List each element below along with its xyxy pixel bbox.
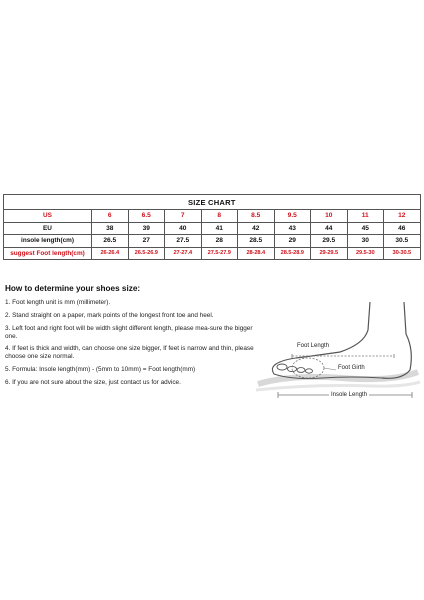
size-chart-cell: 44 xyxy=(311,222,348,235)
size-chart-cell: 45 xyxy=(347,222,384,235)
size-chart xyxy=(3,194,420,260)
size-chart-title: SIZE CHART xyxy=(4,195,421,210)
size-chart-cell: 26.5 xyxy=(92,235,129,248)
size-chart-cell: 41 xyxy=(201,222,238,235)
tip-4: 4. If feet is thick and width, can choose one size bigger, If feet is narrow and thin, please choose one size normal. xyxy=(5,345,254,361)
size-chart-row-label: insole length(cm) xyxy=(4,235,92,248)
size-chart-cell: 26-26.4 xyxy=(92,247,129,260)
tip-2: 2. Stand straight on a paper, mark points of the longest front toe and heel. xyxy=(5,311,214,319)
foot-girth-label: Foot Girth xyxy=(338,365,365,371)
size-chart-cell: 28 xyxy=(201,235,238,248)
tip-5: 5. Formula: Insole length(mm) - (5mm to 10mm) = Foot length(mm) xyxy=(5,366,196,374)
size-chart-cell: 6.5 xyxy=(128,210,165,223)
size-chart-cell: 8.5 xyxy=(238,210,275,223)
size-chart-table xyxy=(3,194,421,260)
how-to-title: How to determine your shoes size: xyxy=(5,284,141,293)
size-chart-cell: 12 xyxy=(384,210,421,223)
size-chart-cell: 6 xyxy=(92,210,129,223)
size-chart-row-label: EU xyxy=(4,222,92,235)
size-chart-row xyxy=(4,222,421,235)
size-chart-row-label: US xyxy=(4,210,92,223)
size-chart-cell: 46 xyxy=(384,222,421,235)
how-to-section xyxy=(5,284,261,392)
size-chart-cell: 42 xyxy=(238,222,275,235)
size-chart-cell: 29-29.5 xyxy=(311,247,348,260)
size-chart-cell: 28-28.4 xyxy=(238,247,275,260)
size-chart-cell: 8 xyxy=(201,210,238,223)
size-chart-row xyxy=(4,235,421,248)
tip-3: 3. Left foot and right foot will be width slight different length, please mea-sure the bigger one. xyxy=(5,324,253,340)
size-chart-cell: 29.5-30 xyxy=(347,247,384,260)
size-chart-cell: 7 xyxy=(165,210,202,223)
size-chart-row xyxy=(4,210,421,223)
size-chart-cell: 27.5 xyxy=(165,235,202,248)
size-chart-cell: 28.5 xyxy=(238,235,275,248)
size-chart-cell: 43 xyxy=(274,222,311,235)
size-chart-cell: 38 xyxy=(92,222,129,235)
size-chart-cell: 30.5 xyxy=(384,235,421,248)
size-chart-row xyxy=(4,247,421,260)
size-chart-cell: 11 xyxy=(347,210,384,223)
size-chart-row-label: suggest Foot length(cm) xyxy=(4,247,92,260)
size-chart-cell: 29 xyxy=(274,235,311,248)
insole-length-label: Insole Length xyxy=(331,392,368,398)
size-chart-cell: 30 xyxy=(347,235,384,248)
size-chart-cell: 30-30.5 xyxy=(384,247,421,260)
size-chart-cell: 40 xyxy=(165,222,202,235)
size-chart-cell: 39 xyxy=(128,222,165,235)
tip-6: 6. If you are not sure about the size, just contact us for advice. xyxy=(5,378,181,386)
size-chart-cell: 26.5-26.9 xyxy=(128,247,165,260)
foot-diagram xyxy=(252,294,424,410)
foot-length-label: Foot Length xyxy=(297,343,330,349)
tip-1: 1. Foot length unit is mm (millimeter). xyxy=(5,299,111,306)
size-chart-cell: 10 xyxy=(311,210,348,223)
size-chart-cell: 9.5 xyxy=(274,210,311,223)
size-chart-cell: 27-27.4 xyxy=(165,247,202,260)
size-chart-cell: 27 xyxy=(128,235,165,248)
size-chart-cell: 28.5-28.9 xyxy=(274,247,311,260)
size-chart-cell: 29.5 xyxy=(311,235,348,248)
tip-list xyxy=(5,299,261,387)
size-chart-cell: 27.5-27.9 xyxy=(201,247,238,260)
